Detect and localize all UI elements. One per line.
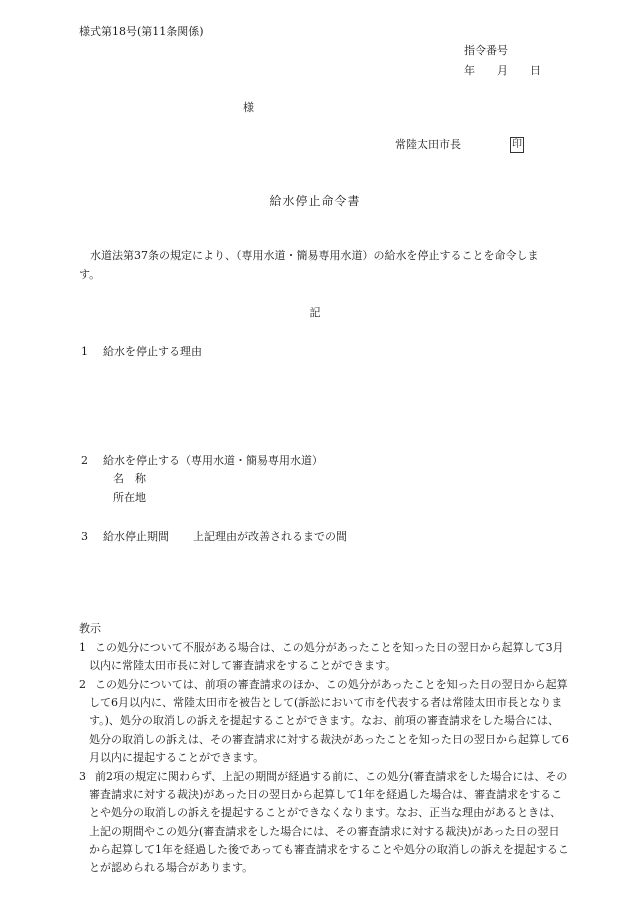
item-period <box>81 530 347 545</box>
ki-label: 記 <box>309 306 321 319</box>
item-number: 3 <box>81 530 88 543</box>
item-target <box>81 454 323 469</box>
notice-number: 1 <box>79 641 86 654</box>
target-location-label: 所在地 <box>113 491 146 504</box>
body-paragraph: 水道法第37条の規定により、（専用水道・簡易専用水道）の給水を停止することを命令します。 <box>79 249 539 281</box>
seal-mark: 印 <box>510 137 524 153</box>
notice-item <box>79 768 569 877</box>
issuer-name: 常陸太田市長 <box>395 138 461 151</box>
item-reason <box>81 345 202 360</box>
addressee-honorific: 様 <box>243 101 254 114</box>
date-day: 日 <box>530 64 541 77</box>
date-month: 月 <box>497 64 508 77</box>
item-label: 給水停止期間 <box>103 530 169 543</box>
order-number-label: 指令番号 <box>464 44 508 57</box>
date-line <box>464 64 541 79</box>
item-label: 給水を停止する（専用水道・簡易専用水道） <box>103 454 323 467</box>
item-number: 2 <box>81 454 88 467</box>
notice-item <box>79 639 569 675</box>
notice-number: 2 <box>79 678 86 691</box>
period-value: 上記理由が改善されるまでの間 <box>193 530 347 543</box>
document-title: 給水停止命令書 <box>269 194 361 208</box>
notice-title: 教示 <box>79 622 101 635</box>
item-label: 給水を停止する理由 <box>103 345 202 358</box>
item-number: 1 <box>81 345 88 358</box>
date-year: 年 <box>464 64 475 77</box>
notice-text: この処分について不服がある場合は、この処分があったことを知った日の翌日から起算して3月以内に常陸太田市長に対して審査請求をすることができます。 <box>89 641 564 673</box>
notice-text: 前2項の規定に関わらず、上記の期間が経過する前に、この処分(審査請求をした場合には、その審査請求に対する裁決)があった日の翌日から起算して1年を経過した場合は、審査請求をすることや処分の取消しの訴えを提起することができなくなります。なお、正当な理由があるときは、上記の期間やこの処分(審査請求をした場合には、その審査請求に対する裁決)があった日の翌日から起算して1年を経過した後であっても審査請求をすることや処分の取消しの訴えを提起することが認められる場合があります。 <box>89 770 569 875</box>
notice-number: 3 <box>79 770 86 783</box>
form-number: 様式第18号(第11条関係) <box>79 25 204 38</box>
notice-item <box>79 676 569 767</box>
notice-text: この処分については、前項の審査請求のほか、この処分があったことを知った日の翌日から起算して6月以内に、常陸太田市を被告として(訴訟において市を代表する者は常陸太田市長となります。)、処分の取消しの訴えを提起することができます。なお、前項の審査請求をした場合には、処分の取消しの訴えは、その審査請求に対する裁決があったことを知った日の翌日から起算して6月以内に提起することができます。 <box>89 678 569 764</box>
target-name-label: 名 称 <box>113 472 146 485</box>
